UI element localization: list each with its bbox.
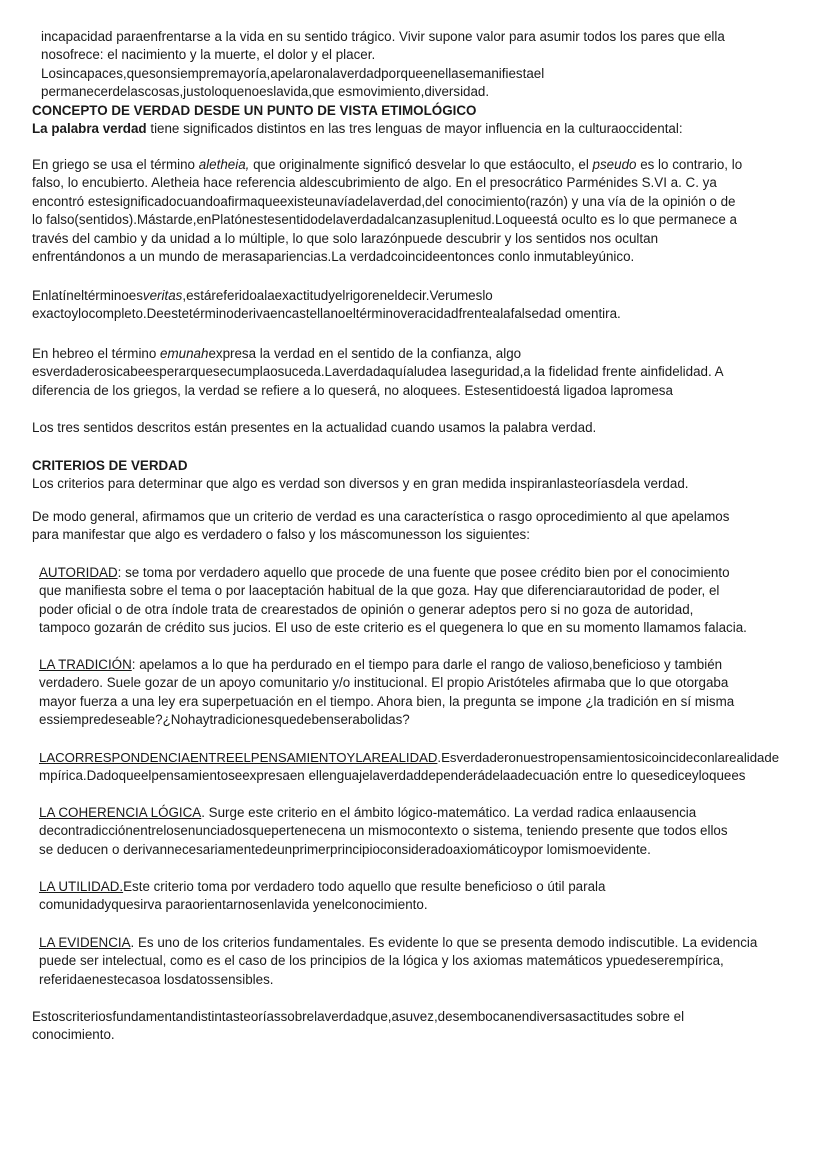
utilidad-term: LA UTILIDAD.: [39, 879, 124, 894]
text-line: permanecerdelascosas,justoloquenoeslavida,que esmovimiento,diversidad.: [41, 84, 490, 100]
text-line: Losincapaces,quesonsiempremayoría,apelaronalaverdadporqueenellasemanifiestael: [41, 65, 545, 81]
hebreo-paragraph: [32, 345, 777, 400]
text-run: . Es uno de los criterios fundamentales. Es evidente lo que se presenta demodo indiscutible. La evidencia: [130, 935, 758, 950]
text-run: que originalmente significó desvelar lo que estáoculto, el: [249, 157, 593, 172]
latin-paragraph: [32, 287, 777, 324]
tres-sentidos-paragraph: [32, 419, 777, 437]
tradicion-term: LA TRADICIÓN: [39, 657, 132, 672]
emunah-term: emunah: [160, 346, 209, 361]
text-line: [39, 934, 784, 952]
text-line: essiempredeseable?¿Nohaytradicionesquedebenserabolidas?: [39, 712, 410, 728]
text-line: incapacidad paraenfrentarse a la vida en su sentido trágico. Vivir supone valor para asumir todos los pares que ella: [41, 29, 725, 44]
tradicion-paragraph: [39, 656, 784, 730]
closing-paragraph: [32, 1008, 777, 1045]
text-line: para manifestar que algo es verdadero o falso y los máscomunesson los siguientes:: [32, 527, 530, 543]
text-line: nosofrece: el nacimiento y la muerte, el dolor y el placer.: [41, 47, 376, 63]
concepto-heading: CONCEPTO DE VERDAD DESDE UN PUNTO DE VISTA ETIMOLÓGICO: [32, 103, 477, 118]
text-line: encontró estesignificadocuandoafirmaqueexisteunavíadelaverdad,del conocimiento(razón) y una vía de la opinión o de: [32, 193, 736, 209]
text-line: Los criterios para determinar que algo es verdad son diversos y en gran medida inspiranlasteoríasdela verdad.: [32, 476, 689, 492]
text-line: verdadero. Suele gozar de un apoyo comunitario y/o institucional. El propio Aristóteles afirmaba que lo que otorgaba: [39, 675, 729, 691]
text-line: referidaenestecasoa losdatossensibles.: [39, 971, 274, 987]
text-line: [39, 656, 784, 674]
concepto-section: [32, 102, 777, 139]
text-line: [32, 345, 777, 363]
lead-bold-text: La palabra verdad: [32, 121, 147, 137]
text-line: se deducen o derivannecesariamentedeunprimerprincipioconsideradoaxiomáticoypor lomismoevidente.: [39, 841, 651, 857]
text-line: mpírica.Dadoqueelpensamientoseexpresaen ellenguajelaverdaddependerádelaadecuación entre lo quesediceyloquees: [39, 768, 746, 784]
text-run: : se toma por verdadero aquello que procede de una fuente que posee crédito bien por el conocimiento: [117, 565, 730, 580]
text-run: . Surge este criterio en el ámbito lógico-matemático. La verdad radica enlaausencia: [201, 805, 697, 820]
text-line: través del cambio y da unidad a lo múltiple, lo que solo larazónpuede descubrir y los sentidos nos ocultan: [32, 230, 659, 246]
text-line: tampoco gozarán de crédito sus jucios. El uso de este criterio es el quegenera lo que en su momento llamamos falacia.: [39, 620, 747, 636]
text-line: Estoscriteriosfundamentandistintasteoríassobrelaverdadque,asuvez,desembocanendiversasactitudes sobre el: [32, 1009, 685, 1024]
text-line: enfrentándonos a un mundo de merasapariencias.La verdadcoincideentonces conlo inmutableyúnico.: [32, 249, 635, 265]
lead-text: tiene significados distintos en las tres lenguas de mayor influencia en la culturaoccidental:: [146, 121, 683, 137]
general-paragraph: [32, 508, 777, 545]
text-line: De modo general, afirmamos que un criterio de verdad es una característica o rasgo oprocedimiento al que apelamos: [32, 509, 730, 524]
autoridad-term: AUTORIDAD: [39, 565, 118, 580]
text-line: exactoylocompleto.Deestetérminoderivaencastellanoeltérminoveracidadfrentealafalsedad omentira.: [32, 306, 621, 322]
griego-paragraph: [32, 156, 777, 266]
utilidad-paragraph: [39, 878, 784, 915]
intro-paragraph: [41, 28, 786, 102]
text-line: poder oficial o de otra índole trata de crearestados de opinión o generar adeptos pero si no goza de autoridad,: [39, 601, 694, 617]
coherencia-term: LA COHERENCIA LÓGICA: [39, 805, 202, 820]
text-line: que manifiesta sobre el tema o por laaceptación habitual de la que goza. Hay que diferenciarautoridad de poder, el: [39, 583, 720, 599]
correspondencia-term: LACORRESPONDENCIAENTREELPENSAMIENTOYLAREALIDAD: [39, 750, 438, 765]
autoridad-paragraph: [39, 564, 784, 638]
text-run: En griego se usa el término: [32, 157, 199, 172]
text-line: conocimiento.: [32, 1027, 115, 1043]
text-run: En hebreo el término: [32, 346, 161, 361]
text-line: lo falso(sentidos).Mástarde,enPlatónestesentidodelaverdadalcanzasuplenitud.Loqueestá oculto es lo que permanece a: [32, 212, 737, 228]
text-line: comunidadyquesirva paraorientarnosenlavida yenelconocimiento.: [39, 897, 428, 913]
concepto-lead: [32, 120, 777, 138]
text-run: .Esverdaderonuestropensamientosicoincideconlarealidade: [437, 750, 780, 765]
text-line: Los tres sentidos descritos están presentes en la actualidad cuando usamos la palabra verdad.: [32, 420, 597, 435]
criterios-section: [32, 457, 777, 494]
correspondencia-paragraph: [39, 749, 784, 786]
text-line: [39, 804, 784, 822]
text-line: [32, 287, 777, 305]
text-run: expresa la verdad en el sentido de la confianza, algo: [208, 346, 522, 361]
text-run: ,estáreferidoalaexactitudyelrigoreneldecir.Verumeslo: [182, 288, 493, 303]
text-line: decontradicciónentrelosenunciadosquepertenecena un mismocontexto o sistema, teniendo presente que todos ellos: [39, 823, 728, 839]
text-run: es lo contrario, lo: [636, 157, 743, 172]
text-line: [39, 564, 784, 582]
text-line: [32, 156, 777, 174]
text-run: Este criterio toma por verdadero todo aquello que resulte beneficioso o útil parala: [123, 879, 606, 894]
text-run: : apelamos a lo que ha perdurado en el tiempo para darle el rango de valioso,beneficioso y también: [131, 657, 723, 672]
text-line: falso, lo encubierto. Aletheia hace referencia aldescubrimiento de algo. En el presocrático Parménides S.VI a. C. ya: [32, 175, 717, 191]
aletheia-term: aletheia,: [198, 157, 250, 172]
text-line: [39, 749, 784, 767]
evidencia-paragraph: [39, 934, 784, 989]
text-line: [39, 878, 784, 896]
criterios-heading: CRITERIOS DE VERDAD: [32, 458, 188, 473]
coherencia-paragraph: [39, 804, 784, 859]
veritas-term: veritas: [142, 288, 183, 303]
pseudo-term: pseudo: [592, 157, 637, 172]
text-line: mayor fuerza a una ley era superpetuación en el tiempo. Ahora bien, la pregunta se impone ¿la tradición en sí misma: [39, 693, 735, 709]
text-line: esverdaderosicabeesperarquesecumplaosuceda.Laverdadaquíaludea laseguridad,a la fidelidad frente ainfidelidad. A: [32, 364, 724, 380]
text-line: puede ser intelectual, como es el caso de los principios de la lógica y los axiomas matemáticos ypuedeserempírica,: [39, 953, 724, 969]
text-run: Enlatíneltérminoes: [32, 288, 143, 303]
evidencia-term: LA EVIDENCIA: [39, 935, 131, 950]
text-line: diferencia de los griegos, la verdad se refiere a lo queserá, no aloquees. Estesentidoestá ligadoa lapromesa: [32, 382, 673, 398]
